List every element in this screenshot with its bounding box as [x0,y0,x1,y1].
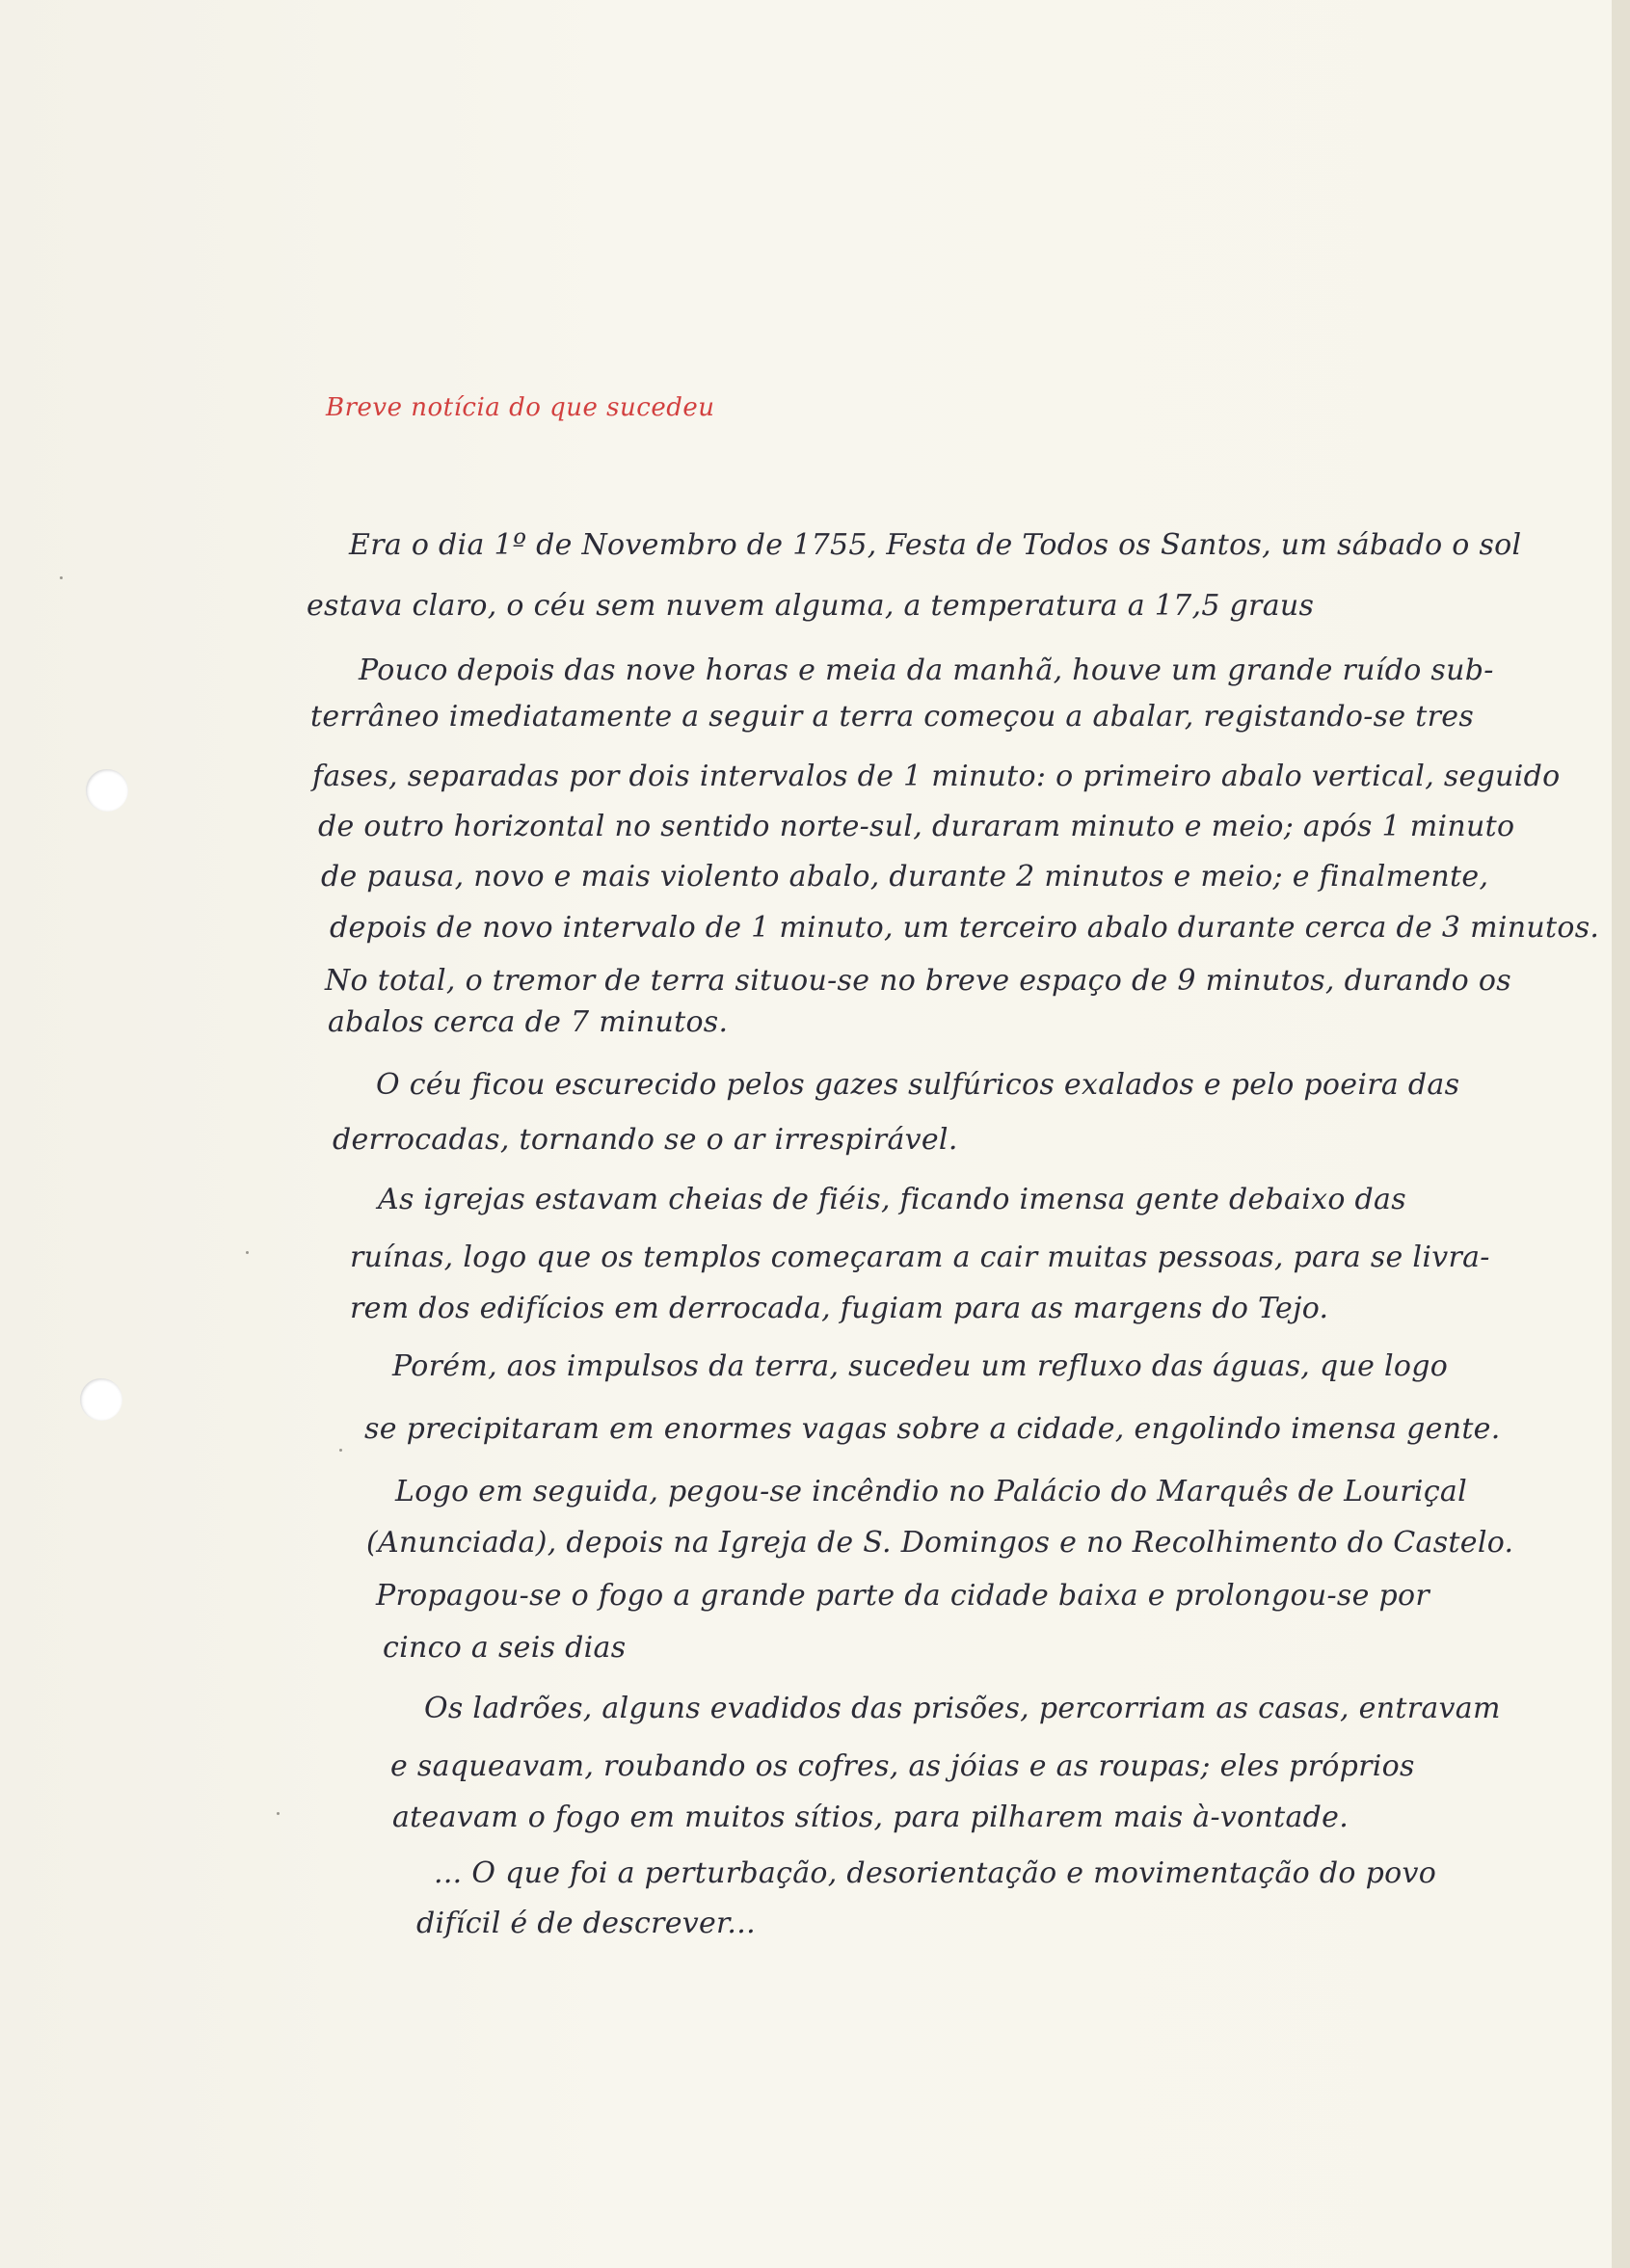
text-line: Propagou-se o fogo a grande parte da cidade baixa e prolongou-se por [376,1579,1430,1613]
text-line: (Anunciada), depois na Igreja de S. Domingos e no Recolhimento do Castelo. [366,1526,1514,1560]
text-line: ruínas, logo que os templos começaram a cair muitas pessoas, para se livra- [350,1241,1490,1274]
page-edge [1612,0,1630,2268]
text-line: No total, o tremor de terra situou-se no breve espaço de 9 minutos, durando os [325,964,1511,998]
text-line: fases, separadas por dois intervalos de 1 minuto: o primeiro abalo vertical, seguido [312,760,1561,793]
text-line: difícil é de descrever... [416,1907,756,1940]
text-line: Logo em seguida, pegou-se incêndio no Palácio do Marquês de Louriçal [395,1475,1468,1508]
text-line: As igrejas estavam cheias de fiéis, ficando imensa gente debaixo das [378,1183,1406,1216]
text-line: Pouco depois das nove horas e meia da manhã, houve um grande ruído sub- [359,654,1494,687]
paper-speck [60,576,63,579]
text-line: de outro horizontal no sentido norte-sul, duraram minuto e meio; após 1 minuto [318,810,1515,843]
text-line: terrâneo imediatamente a seguir a terra começou a abalar, registando-se tres [310,700,1475,734]
text-line: Os ladrões, alguns evadidos das prisões, percorriam as casas, entravam [424,1692,1501,1725]
text-line: se precipitaram em enormes vagas sobre a cidade, engolindo imensa gente. [364,1412,1501,1446]
document-title: Breve notícia do que sucedeu [326,393,715,422]
text-line: derrocadas, tornando se o ar irrespirável. [333,1123,958,1157]
punch-hole-top [86,769,128,812]
text-line: O céu ficou escurecido pelos gazes sulfúricos exalados e pelo poeira das [376,1068,1460,1102]
text-line: cinco a seis dias [383,1631,627,1665]
text-line: Era o dia 1º de Novembro de 1755, Festa de Todos os Santos, um sábado o sol [349,528,1522,562]
text-line: e saqueavam, roubando os cofres, as jóias e as roupas; eles próprios [390,1749,1415,1783]
paper-speck [246,1251,249,1254]
paper-speck [339,1449,342,1452]
text-line: abalos cerca de 7 minutos. [328,1005,729,1039]
text-line: ... O que foi a perturbação, desorientação e movimentação do povo [434,1856,1437,1890]
text-line: depois de novo intervalo de 1 minuto, um terceiro abalo durante cerca de 3 minutos. [330,911,1600,945]
paper-speck [277,1812,280,1815]
text-line: estava claro, o céu sem nuvem alguma, a temperatura a 17,5 graus [307,589,1315,623]
text-line: de pausa, novo e mais violento abalo, durante 2 minutos e meio; e finalmente, [321,860,1489,894]
text-line: Porém, aos impulsos da terra, sucedeu um refluxo das águas, que logo [392,1349,1449,1383]
text-line: ateavam o fogo em muitos sítios, para pilharem mais à-vontade. [392,1801,1349,1834]
text-line: rem dos edifícios em derrocada, fugiam para as margens do Tejo. [350,1292,1329,1325]
punch-hole-bottom [80,1378,122,1421]
